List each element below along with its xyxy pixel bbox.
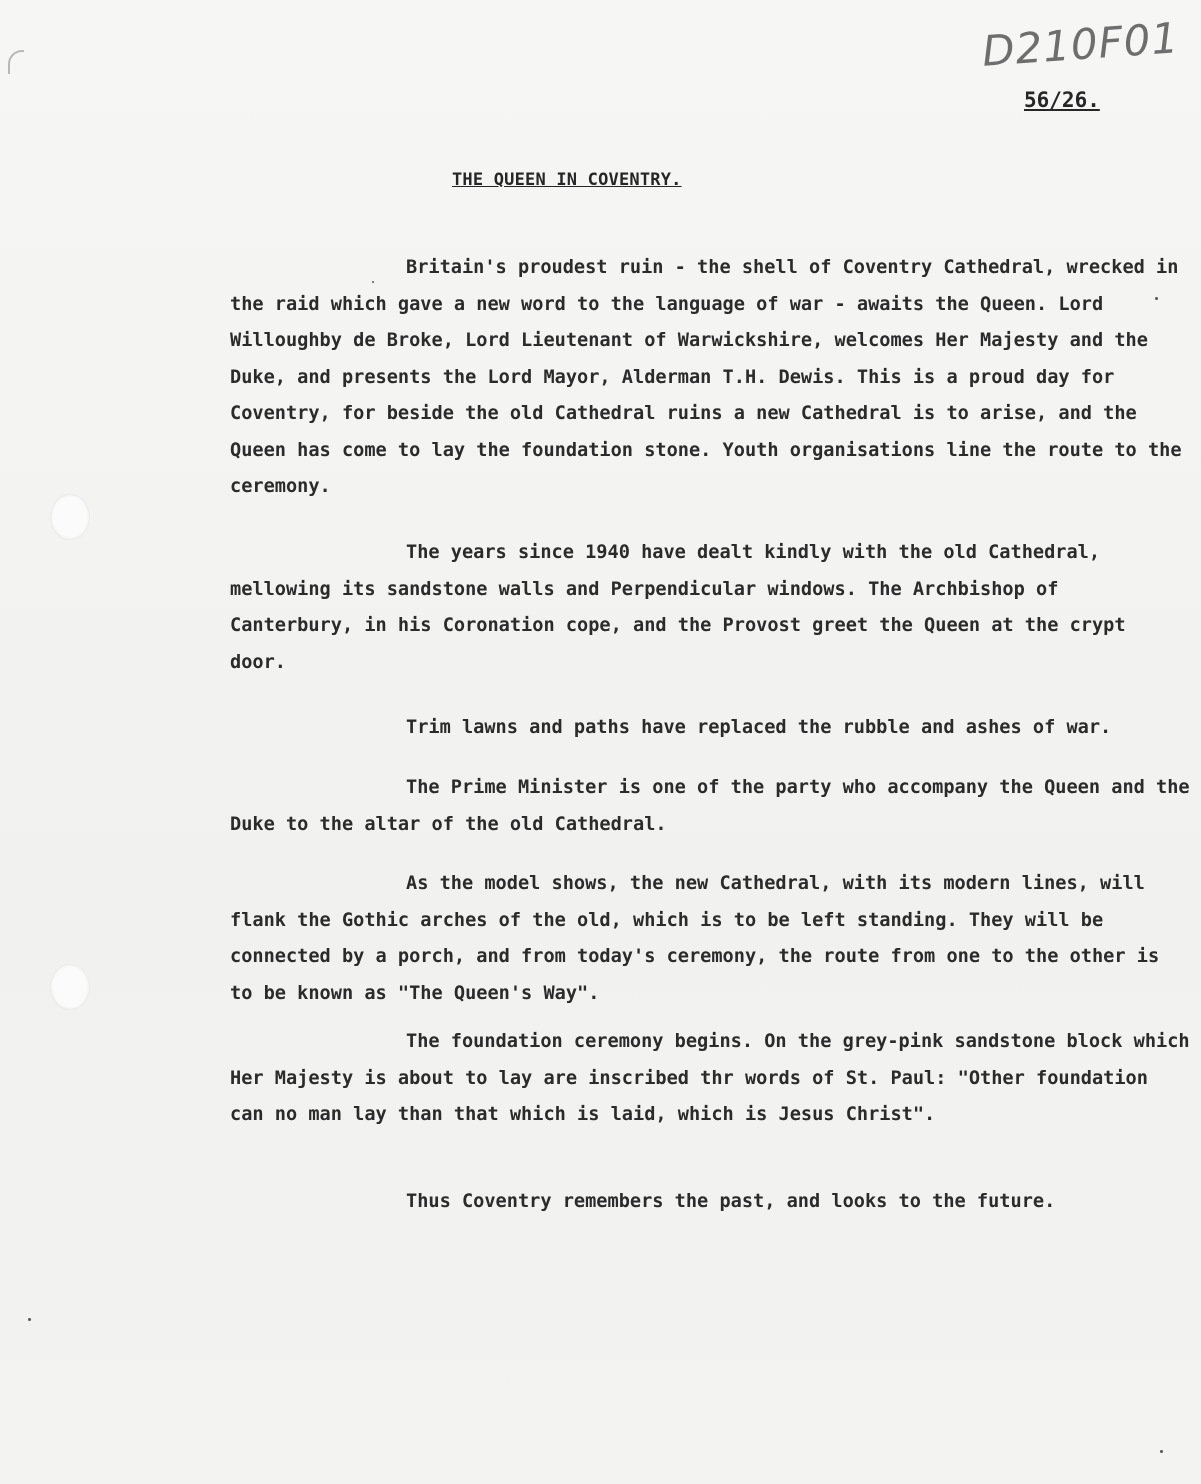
paragraph-2: The years since 1940 have dealt kindly with the old Cathedral, mellowing its sandstone walls and Perpendicular windows. The Archbishop of Canterbury, in his Coronation cope, and the Provost greet the Queen at the crypt door. bbox=[230, 542, 1126, 673]
paper-speck bbox=[1160, 1450, 1163, 1453]
document-number: 56/26. bbox=[1024, 88, 1100, 112]
paragraph-6: The foundation ceremony begins. On the grey-pink sandstone block which Her Majesty is about to lay are inscribed thr words of St. Paul: "Other foundation can no man lay than that which is laid, which is Jesus Christ". bbox=[230, 1031, 1190, 1125]
document-title: THE QUEEN IN COVENTRY. bbox=[452, 170, 682, 190]
paragraph-4: The Prime Minister is one of the party who accompany the Queen and the Duke to the altar of the old Cathedral. bbox=[230, 777, 1190, 835]
punch-hole-top bbox=[50, 494, 90, 540]
page-corner-mark bbox=[8, 50, 24, 74]
paper-speck bbox=[28, 1318, 31, 1321]
punch-hole-bottom bbox=[50, 964, 90, 1010]
archive-reference: D210F01 bbox=[980, 13, 1181, 76]
paragraph-5: As the model shows, the new Cathedral, with its modern lines, will flank the Gothic arches of the old, which is to be left standing. They will be connected by a porch, and from today's ceremony, the route from one to the other is to be known as "The Queen's Way". bbox=[230, 873, 1160, 1004]
paragraph-7: Thus Coventry remembers the past, and looks to the future. bbox=[406, 1191, 1056, 1212]
paragraph-1: Britain's proudest ruin - the shell of Coventry Cathedral, wrecked in the raid which gave a new word to the language of war - awaits the Queen. Lord Willoughby de Broke, Lord Lieutenant of Warwickshire, welcomes Her Majesty and the Duke, and presents the Lord Mayor, Alderman T.H. Dewis. This is a proud day for Coventry, for beside the old Cathedral ruins a new Cathedral is to arise, and the Queen has come to lay the foundation stone. Youth organisations line the route to the ceremony. bbox=[230, 257, 1182, 497]
paragraph-3: Trim lawns and paths have replaced the rubble and ashes of war. bbox=[406, 717, 1112, 738]
